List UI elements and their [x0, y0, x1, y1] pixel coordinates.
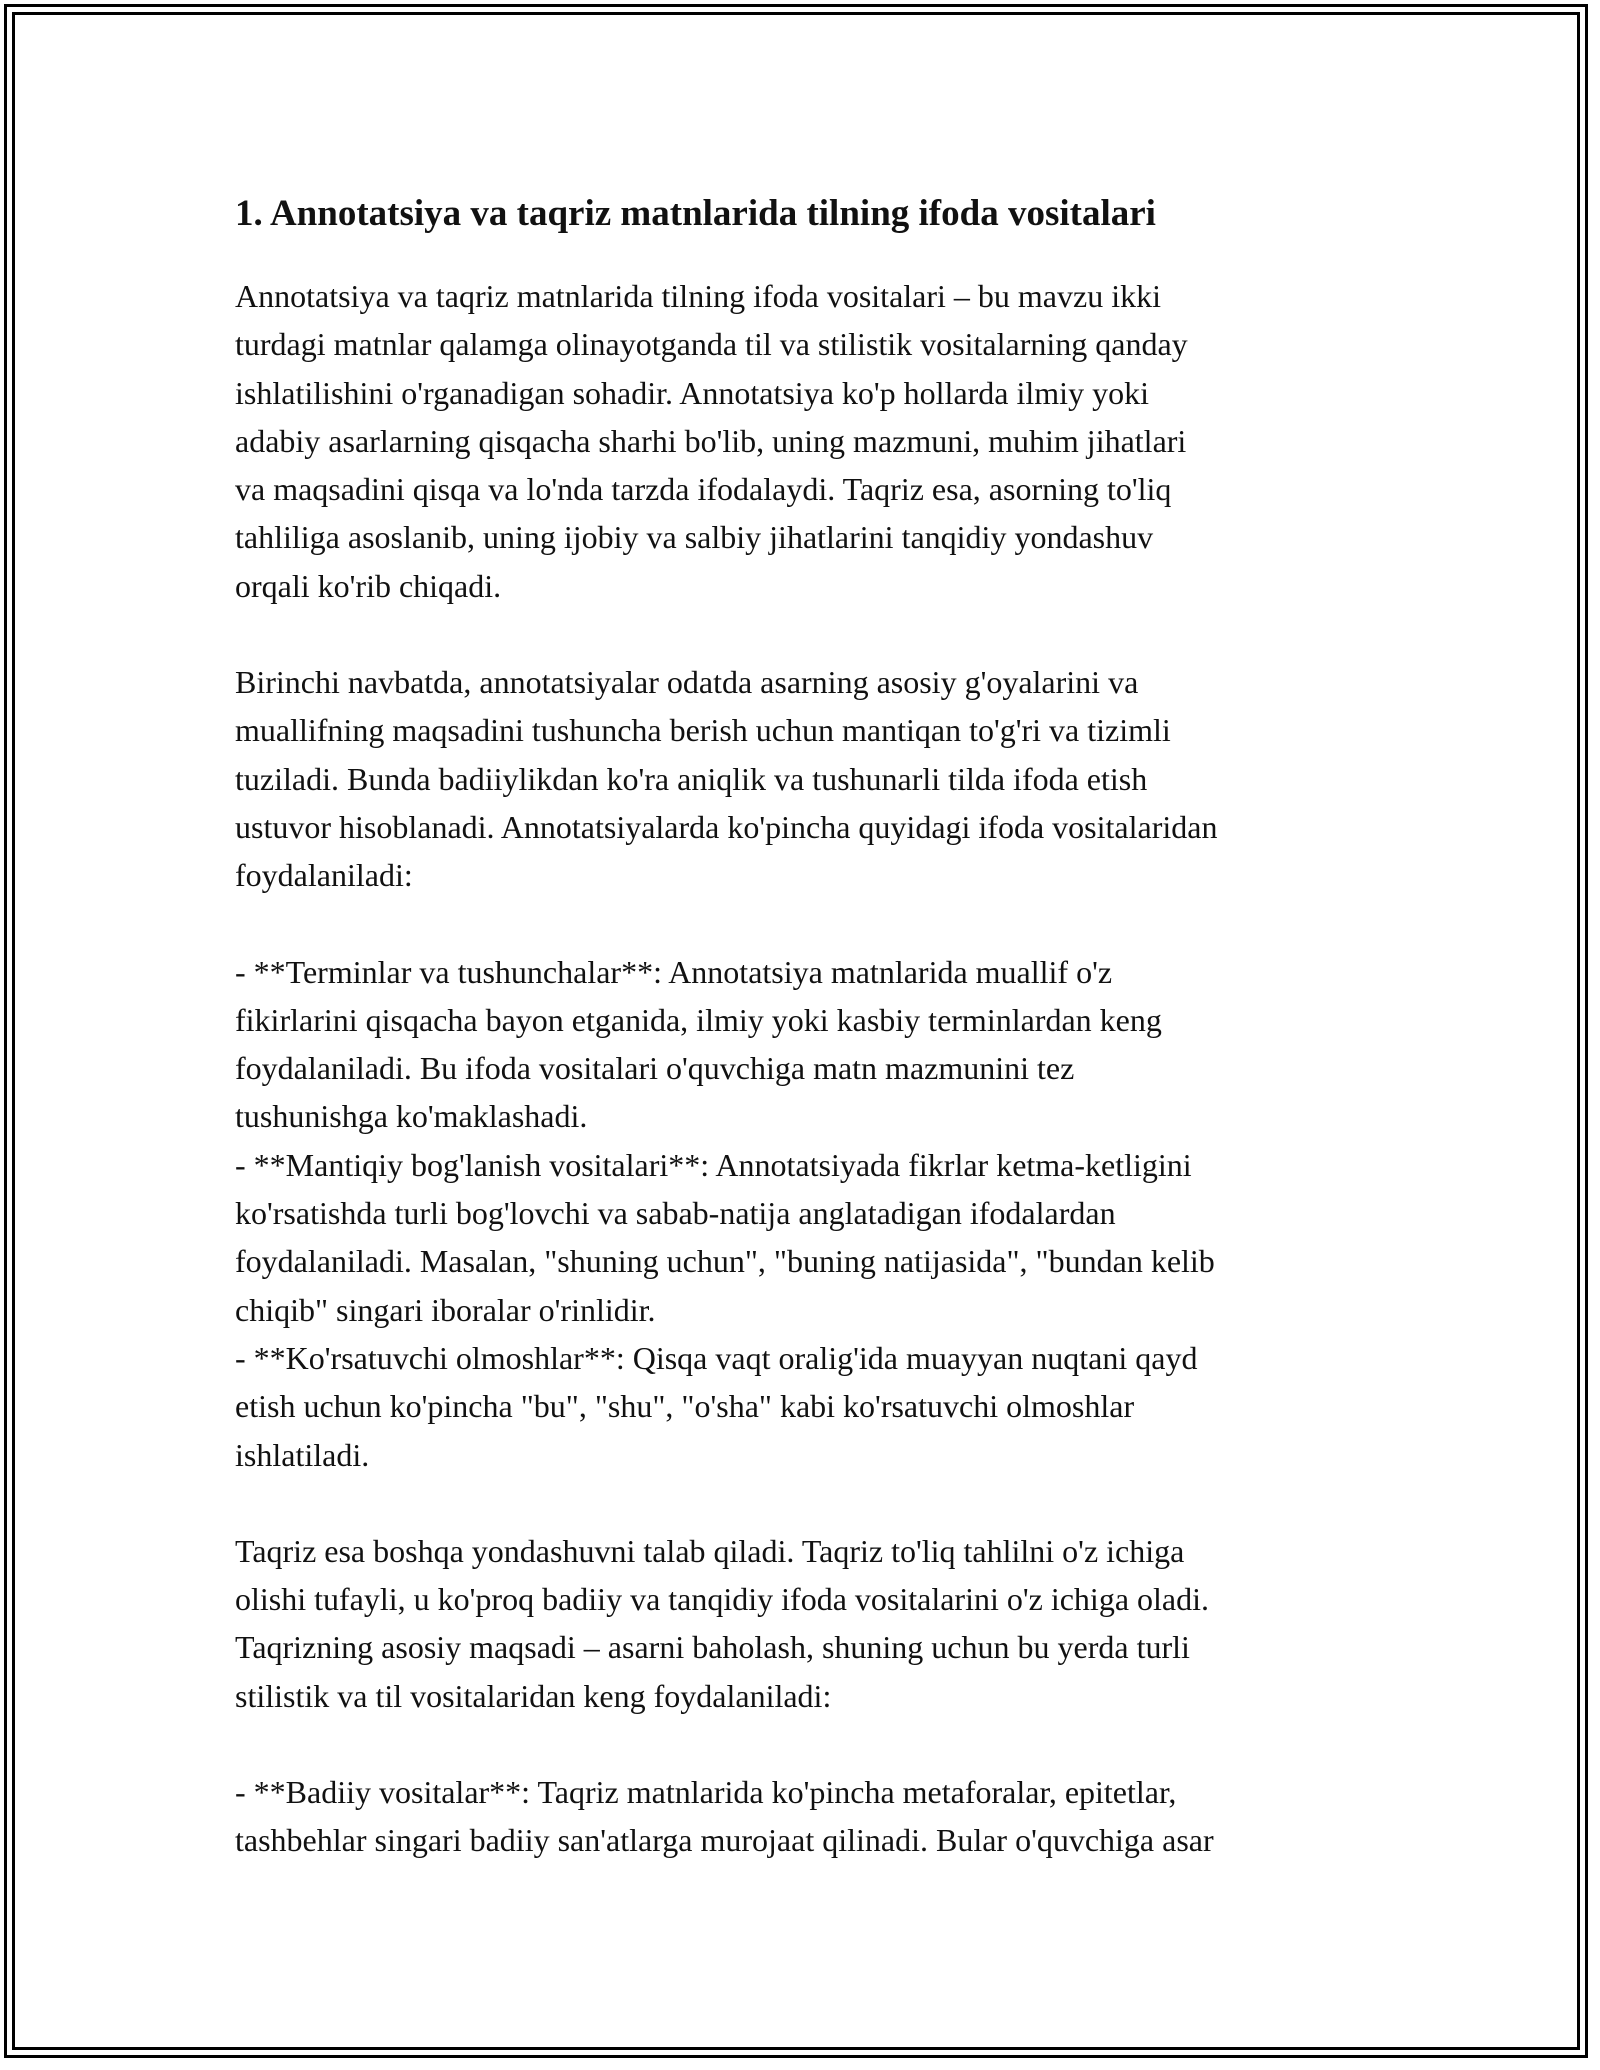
paragraph-gap: [235, 900, 1370, 948]
paragraph-annotation-means: Birinchi navbatda, annotatsiyalar odatda asarning asosiy g'oyalarini va muallifning maqsadini tushuncha berish uchun mantiqan to'g'ri va tizimli tuziladi. Bunda badiiylikdan ko'ra aniqlik va tushunarli tilda ifoda etish ustuvor hisoblanadi. Annotatsiyalarda ko'pincha quyidagi ifoda vositalaridan foydalaniladi:: [235, 664, 1218, 894]
paragraph-gap: [235, 1720, 1370, 1768]
document-body: [235, 186, 1370, 1865]
list-annotation-means: - **Terminlar va tushunchalar**: Annotatsiya matnlarida muallif o'z fikirlarini qisqacha bayon etganida, ilmiy yoki kasbiy terminlardan keng foydalaniladi. Bu ifoda vositalari o'quvchiga matn mazmunini tez tushunishga ko'maklashadi. - **Mantiqiy bog'lanish vositalari**: Annotatsiyada fikrlar ketma-ketligini ko'rsatishda turli bog'lovchi va sabab-natija anglatadigan ifodalardan foydalaniladi. Masalan, "shuning uchun", "buning natijasida", "bundan kelib chiqib" singari iboralar o'rinlidir. - **Ko'rsatuvchi olmoshlar**: Qisqa vaqt oralig'ida muayyan nuqtani qayd etish uchun ko'pincha "bu", "shu", "o'sha" kabi ko'rsatuvchi olmoshlar ishlatiladi.: [235, 953, 1215, 1473]
paragraph-review-approach: Taqriz esa boshqa yondashuvni talab qiladi. Taqriz to'liq tahlilni o'z ichiga olishi tufayli, u ko'proq badiiy va tanqidiy ifoda vositalarini o'z ichiga oladi. Taqrizning asosiy maqsadi – asarni baholash, shuning uchun bu yerda turli stilistik va til vositalaridan keng foydalaniladi:: [235, 1532, 1209, 1714]
paragraph-intro: Annotatsiya va taqriz matnlarida tilning ifoda vositalari – bu mavzu ikki turdagi matnlar qalamga olinayotganda til va stilistik vositalarning qanday ishlatilishini o'rganadigan sohadir. Annotatsiya ko'p hollarda ilmiy yoki adabiy asarlarning qisqacha sharhi bo'lib, uning mazmuni, muhim jihatlari va maqsadini qisqa va lo'nda tarzda ifodalaydi. Taqriz esa, asorning to'liq tahliliga asoslanib, uning ijobiy va salbiy jihatlarini tanqidiy yondashuv orqali ko'rib chiqadi.: [235, 278, 1188, 604]
document-title: 1. Annotatsiya va taqriz matnlarida tilning ifoda vositalari: [235, 193, 1156, 234]
list-review-means: - **Badiiy vositalar**: Taqriz matnlarida ko'pincha metaforalar, epitetlar, tashbehlar singari badiiy san'atlarga murojaat qilinadi. Bular o'quvchiga asar: [235, 1774, 1214, 1859]
paragraph-gap: [235, 610, 1370, 658]
paragraph-gap: [235, 1479, 1370, 1527]
